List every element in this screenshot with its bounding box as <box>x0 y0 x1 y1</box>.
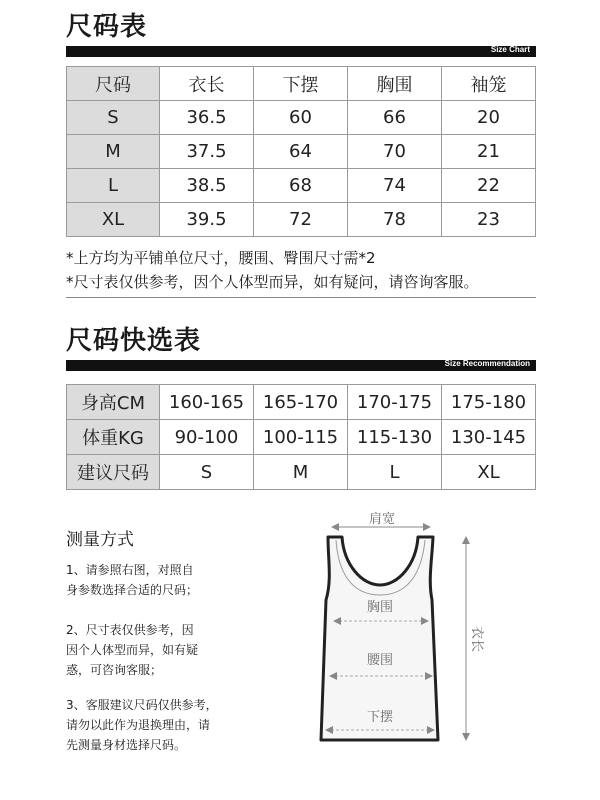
paragraph-line: 请勿以此作为退换理由，请 <box>66 718 211 732</box>
size-cell: L <box>67 169 160 203</box>
header-cell: 衣长 <box>160 67 254 101</box>
value-cell: 160-165 <box>160 385 254 420</box>
hem-label: 下摆 <box>367 710 394 725</box>
row-label: 身高CM <box>67 385 160 420</box>
value-cell: 20 <box>442 101 536 135</box>
paragraph-line: 1、请参照右图，对照自 <box>66 563 194 577</box>
value-cell: 37.5 <box>160 135 254 169</box>
value-cell: L <box>348 455 442 490</box>
note-line: *尺寸表仅供参考，因个人体型而异，如有疑问，请咨询客服。 <box>66 273 479 291</box>
value-cell: 70 <box>348 135 442 169</box>
paragraph-line: 2、尺寸表仅供参考，因 <box>66 623 194 637</box>
value-cell: 39.5 <box>160 203 254 237</box>
value-cell: 130-145 <box>442 420 536 455</box>
header-cell: 下摆 <box>254 67 348 101</box>
length-label: 衣长 <box>469 626 484 653</box>
value-cell: 78 <box>348 203 442 237</box>
value-cell: 66 <box>348 101 442 135</box>
header-cell: 尺码 <box>67 67 160 101</box>
value-cell: 72 <box>254 203 348 237</box>
size-cell: S <box>67 101 160 135</box>
paragraph-line: 身参数选择合适的尺码； <box>66 583 199 597</box>
size-chart-subtitle: Size Chart <box>490 45 530 54</box>
paragraph-line: 因个人体型而异，如有疑 <box>66 643 199 657</box>
value-cell: 100-115 <box>254 420 348 455</box>
value-cell: 165-170 <box>254 385 348 420</box>
value-cell: 22 <box>442 169 536 203</box>
size-cell: XL <box>67 203 160 237</box>
size-cell: M <box>67 135 160 169</box>
value-cell: 115-130 <box>348 420 442 455</box>
paragraph-line: 3、客服建议尺码仅供参考， <box>66 698 218 712</box>
value-cell: 175-180 <box>442 385 536 420</box>
value-cell: XL <box>442 455 536 490</box>
value-cell: 36.5 <box>160 101 254 135</box>
row-label: 建议尺码 <box>67 455 160 490</box>
size-chart-title: 尺码表 <box>66 12 148 42</box>
value-cell: 38.5 <box>160 169 254 203</box>
value-cell: 68 <box>254 169 348 203</box>
value-cell: 90-100 <box>160 420 254 455</box>
note-line: *上方均为平铺单位尺寸，腰围、臀围尺寸需*2 <box>66 249 376 267</box>
value-cell: S <box>160 455 254 490</box>
chest-label: 胸围 <box>367 600 394 615</box>
recommend-title: 尺码快选表 <box>66 326 202 356</box>
header-cell: 胸围 <box>348 67 442 101</box>
waist-label: 腰围 <box>367 653 394 668</box>
recommend-subtitle: Size Recommendation <box>444 359 530 368</box>
shoulder-label: 肩宽 <box>369 512 396 527</box>
paragraph-line: 先测量身材选择尺码。 <box>66 738 187 752</box>
value-cell: 64 <box>254 135 348 169</box>
paragraph-line: 惑，可咨询客服； <box>66 663 163 677</box>
value-cell: 170-175 <box>348 385 442 420</box>
value-cell: M <box>254 455 348 490</box>
value-cell: 60 <box>254 101 348 135</box>
value-cell: 23 <box>442 203 536 237</box>
measure-title: 测量方式 <box>66 530 134 550</box>
row-label: 体重KG <box>67 420 160 455</box>
value-cell: 74 <box>348 169 442 203</box>
value-cell: 21 <box>442 135 536 169</box>
header-cell: 袖笼 <box>442 67 536 101</box>
